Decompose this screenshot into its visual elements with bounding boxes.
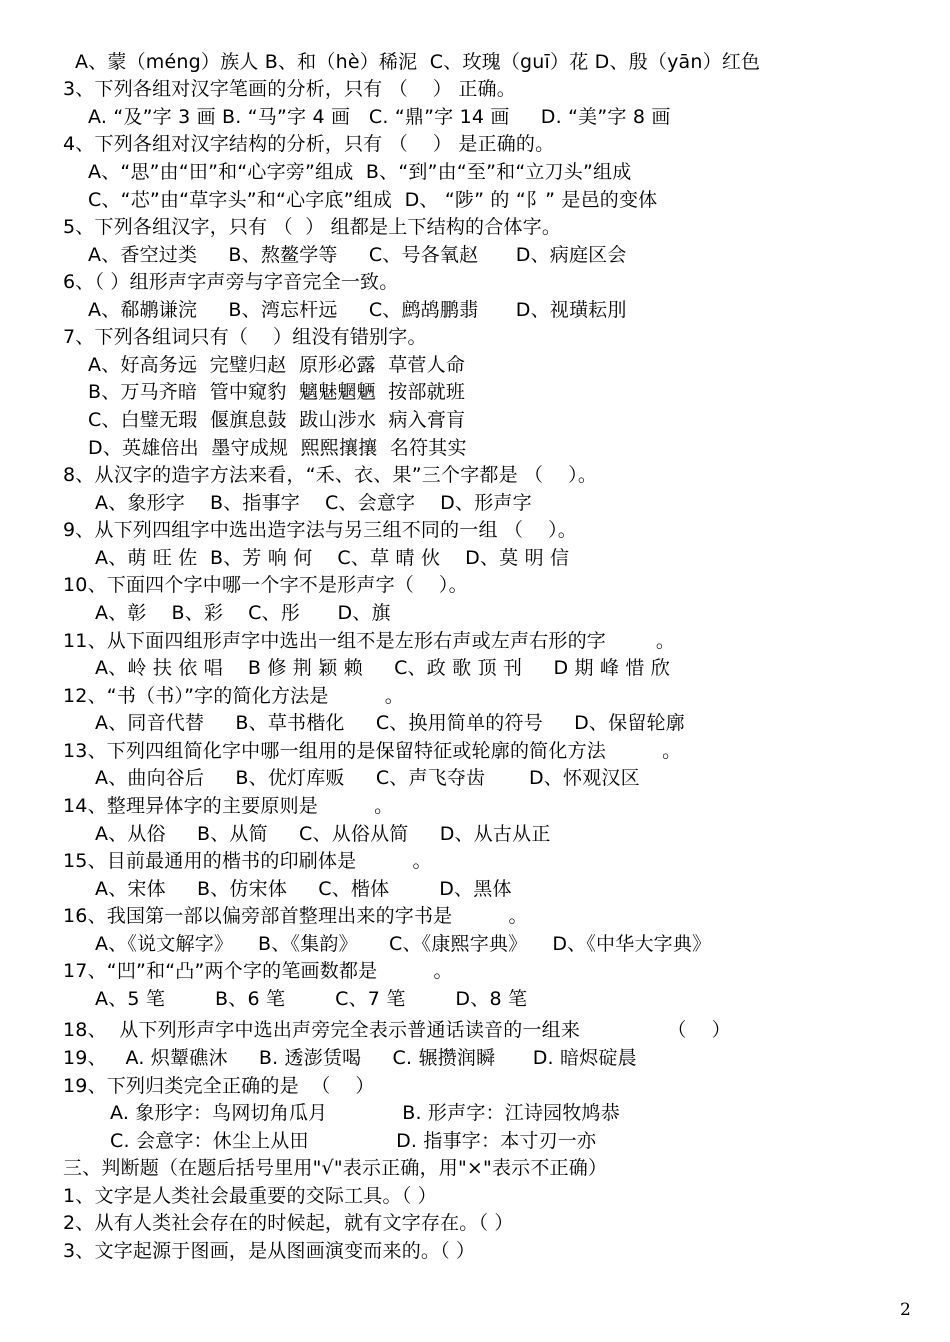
line-14: C、白璧无瑕 偃旗息鼓 跋山涉水 病入膏肓 <box>88 409 466 431</box>
page-number: 2 <box>900 1300 911 1320</box>
line-1: A、蒙（méng）族人 B、和（hè）稀泥 C、玫瑰（guī）花 D、殷（yān）红色 <box>75 51 761 73</box>
line-25: A、同音代替 B、草书楷化 C、换用简单的符号 D、保留轮廓 <box>95 712 685 734</box>
line-8: A、香空过类 B、熬鳌学等 C、号各氧赵 D、病庭区会 <box>88 244 627 266</box>
line-33: A、《说文解字》 B、《集韵》 C、《康熙字典》 D、《中华大字典》 <box>95 933 712 955</box>
line-15: D、英雄倍出 墨守成规 熙熙攘攘 名符其实 <box>88 437 467 459</box>
line-38: 19、下列归类完全正确的是 （ ） <box>63 1075 375 1097</box>
line-44: 3、文字起源于图画，是从图画演变而来的。（ ） <box>63 1240 476 1262</box>
line-10: A、郗鹕谦浣 B、湾忘杆远 C、鹧鸪鹏翡 D、视璜耘刖 <box>88 299 627 321</box>
line-43: 2、从有人类社会存在的时候起，就有文字存在。（ ） <box>63 1212 514 1234</box>
line-17: A、象形字 B、指事字 C、会意字 D、形声字 <box>95 492 532 514</box>
line-6: C、“芯”由“草字头”和“心字底”组成 D、 “陟” 的 “阝” 是邑的变体 <box>88 189 658 211</box>
line-9: 6、（ ）组形声字声旁与字音完全一致。 <box>63 271 399 293</box>
line-24: 12、“书（书）”字的简化方法是 。 <box>63 685 404 707</box>
line-36: 18、 从下列形声字中选出声旁完全表示普通话读音的一组来 （ ） <box>63 1019 731 1041</box>
line-30: 15、目前最通用的楷书的印刷体是 。 <box>63 850 432 872</box>
line-41: 三、判断题（在题后括号里用"√"表示正确，用"×"表示不正确） <box>63 1157 608 1179</box>
line-20: 10、下面四个字中哪一个字不是形声字（ ）。 <box>63 574 468 596</box>
line-5: A、“思”由“田”和“心字旁”组成 B、“到”由“至”和“立刀头”组成 <box>88 161 632 183</box>
line-7: 5、下列各组汉字，只有 （ ） 组都是上下结构的合体字。 <box>63 216 562 238</box>
line-22: 11、从下面四组形声字中选出一组不是左形右声或左声右形的字 。 <box>63 630 676 652</box>
line-42: 1、文字是人类社会最重要的交际工具。（ ） <box>63 1185 437 1207</box>
line-23: A、岭 扶 依 唱 B 修 荆 颖 赖 C、政 歌 顶 刊 D 期 峰 惜 欣 <box>95 657 671 679</box>
line-19: A、萌 旺 佐 B、芳 响 何 C、草 晴 伙 D、莫 明 信 <box>95 547 570 569</box>
line-12: A、好高务远 完璧归赵 原形必露 草菅人命 <box>88 354 466 376</box>
line-35: A、5 笔 B、6 笔 C、7 笔 D、8 笔 <box>95 988 528 1010</box>
line-28: 14、整理异体字的主要原则是 。 <box>63 795 394 817</box>
line-32: 16、我国第一部以偏旁部首整理出来的字书是 。 <box>63 905 528 927</box>
line-13: B、万马齐暗 管中窥豹 魑魅魍魉 按部就班 <box>88 381 466 403</box>
line-2: 3、下列各组对汉字笔画的分析，只有 （ ） 正确。 <box>63 78 516 100</box>
line-27: A、曲向谷后 B、优灯库贩 C、声飞夺齿 D、怀观汉区 <box>95 767 640 789</box>
line-31: A、宋体 B、仿宋体 C、楷体 D、黑体 <box>95 878 512 900</box>
line-37: 19、 A. 炽颦礁沐 B. 透澎赁喝 C. 辗攒润瞬 D. 暗烬碇晨 <box>63 1047 637 1069</box>
line-4: 4、下列各组对汉字结构的分析，只有 （ ） 是正确的。 <box>63 133 555 155</box>
line-11: 7、下列各组词只有（ ）组没有错别字。 <box>63 326 427 348</box>
line-34: 17、“凹”和“凸”两个字的笔画数都是 。 <box>63 960 453 982</box>
line-16: 8、从汉字的造字方法来看，“禾、衣、果”三个字都是 （ ）。 <box>63 464 598 486</box>
line-26: 13、下列四组简化字中哪一组用的是保留特征或轮廓的简化方法 。 <box>63 740 682 762</box>
line-39: A. 象形字：鸟网切角瓜月 B. 形声字：江诗园牧鸠恭 <box>110 1102 620 1124</box>
line-3: A. “及”字 3 画 B. “马”字 4 画 C. “鼎”字 14 画 D. “美”字 8 画 <box>88 106 671 128</box>
line-21: A、彰 B、彩 C、彤 D、旗 <box>95 602 391 624</box>
line-18: 9、从下列四组字中选出造字法与另三组不同的一组 （ ）。 <box>63 519 577 541</box>
line-29: A、从俗 B、从简 C、从俗从简 D、从古从正 <box>95 823 551 845</box>
line-40: C. 会意字：休尘上从田 D. 指事字：本寸刃一亦 <box>110 1130 597 1152</box>
